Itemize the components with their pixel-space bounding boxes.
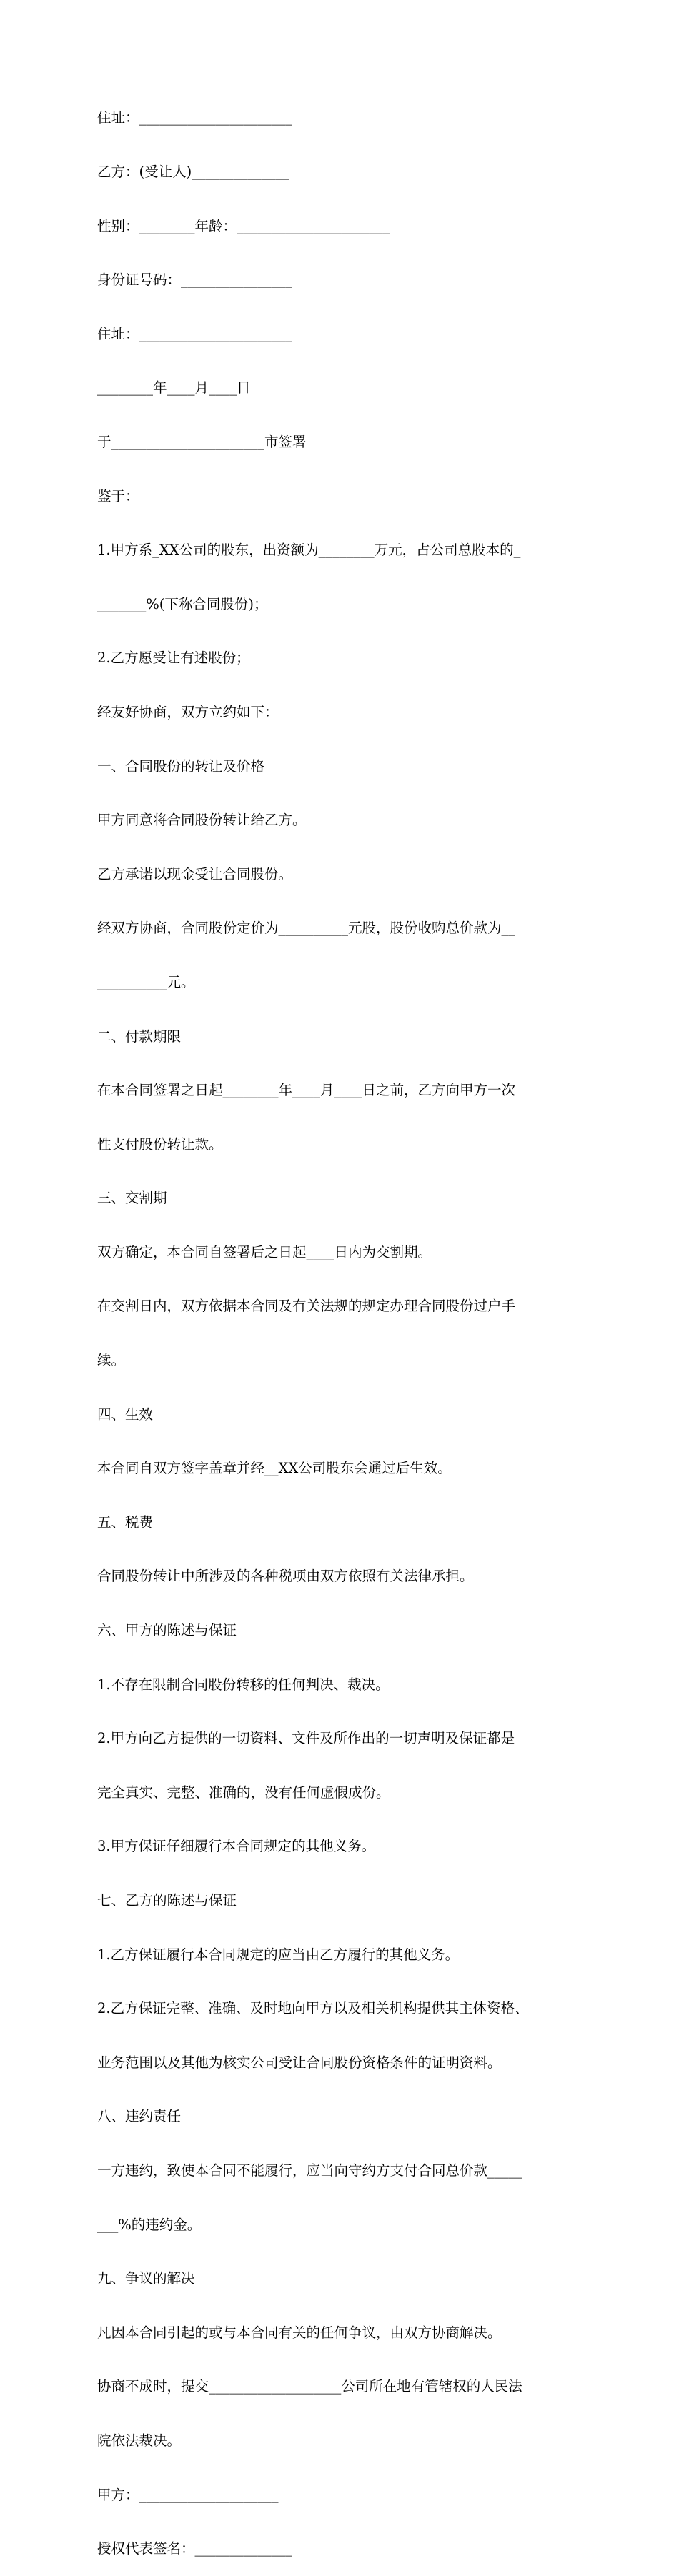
section-8-para: 一方违约，致使本合同不能履行，应当向守约方支付合同总价款_____	[97, 2162, 522, 2179]
id-number-line: 身份证号码：________________	[97, 272, 293, 289]
party-b-line: 乙方：(受让人)______________	[97, 164, 289, 180]
section-2-heading: 二、付款期限	[97, 1028, 182, 1045]
section-1-heading: 一、合同股份的转让及价格	[97, 757, 265, 775]
signing-place-line: 于______________________市签署	[97, 433, 307, 450]
section-1-para-3: 经双方协商，合同股份定价为__________元股，股份收购总价款为__	[97, 920, 516, 937]
section-9-para-1: 凡因本合同引起的或与本合同有关的任何争议，由双方协商解决。	[97, 2324, 502, 2341]
section-1-para-2: 乙方承诺以现金受让合同股份。	[97, 865, 293, 882]
party-a-signature-line: 甲方：____________________	[97, 2486, 279, 2503]
whereas-heading: 鉴于：	[97, 487, 139, 504]
whereas-item-1-cont: _______%(下称合同股份)；	[97, 595, 268, 612]
section-7-item-2: 2.乙方保证完整、准确、及时地向甲方以及相关机构提供其主体资格、	[97, 2000, 529, 2017]
section-6-heading: 六、甲方的陈述与保证	[97, 1622, 237, 1639]
section-6-item-3: 3.甲方保证仔细履行本合同规定的其他义务。	[97, 1838, 376, 1855]
whereas-item-1: 1.甲方系_XX公司的股东，出资额为________万元，占公司总股本的_	[97, 542, 521, 559]
whereas-item-2: 2.乙方愿受让有述股份；	[97, 650, 250, 667]
section-4-heading: 四、生效	[97, 1406, 154, 1423]
section-3-heading: 三、交割期	[97, 1190, 167, 1207]
section-6-item-1: 1.不存在限制合同股份转移的任何判决、裁决。	[97, 1676, 390, 1693]
section-9-para-2-cont: 院依法裁决。	[97, 2432, 182, 2449]
section-3-para-1: 双方确定，本合同自签署后之日起____日内为交割期。	[97, 1243, 432, 1260]
agreement-intro: 经友好协商，双方立约如下：	[97, 703, 279, 720]
section-3-para-2-cont: 续。	[97, 1352, 126, 1369]
section-3-para-2: 在交割日内，双方依据本合同及有关法规的规定办理合同股份过户手	[97, 1298, 516, 1315]
section-7-item-2-cont: 业务范围以及其他为核实公司受让合同股份资格条件的证明资料。	[97, 2054, 502, 2071]
contract-document	[97, 73, 598, 2576]
section-1-para-3-cont: __________元。	[97, 973, 195, 990]
section-9-para-2: 协商不成时，提交___________________公司所在地有管辖权的人民法	[97, 2378, 522, 2395]
address-line-b: 住址：______________________	[97, 325, 293, 342]
section-2-para: 在本合同签署之日起________年____月____日之前，乙方向甲方一次	[97, 1082, 516, 1099]
section-5-heading: 五、税费	[97, 1513, 154, 1531]
section-8-para-cont: ___%的违约金。	[97, 2216, 202, 2233]
date-line: ________年____月____日	[97, 379, 251, 397]
section-1-para-1: 甲方同意将合同股份转让给乙方。	[97, 812, 307, 829]
section-7-heading: 七、乙方的陈述与保证	[97, 1892, 237, 1909]
section-8-heading: 八、违约责任	[97, 2108, 182, 2125]
section-5-para: 合同股份转让中所涉及的各种税项由双方依照有关法律承担。	[97, 1568, 474, 1585]
section-6-item-2-cont: 完全真实、完整、准确的，没有任何虚假成份。	[97, 1784, 390, 1801]
gender-age-line: 性别：________年龄：______________________	[97, 217, 390, 234]
section-2-para-cont: 性支付股份转让款。	[97, 1135, 223, 1153]
authorized-rep-signature-line: 授权代表签名：______________	[97, 2540, 293, 2557]
section-4-para: 本合同自双方签字盖章并经__XX公司股东会通过后生效。	[97, 1460, 452, 1477]
section-6-item-2: 2.甲方向乙方提供的一切资料、文件及所作出的一切声明及保证都是	[97, 1730, 515, 1747]
address-line: 住址：______________________	[97, 109, 293, 126]
section-7-item-1: 1.乙方保证履行本合同规定的应当由乙方履行的其他义务。	[97, 1946, 460, 1963]
section-9-heading: 九、争议的解决	[97, 2270, 195, 2287]
